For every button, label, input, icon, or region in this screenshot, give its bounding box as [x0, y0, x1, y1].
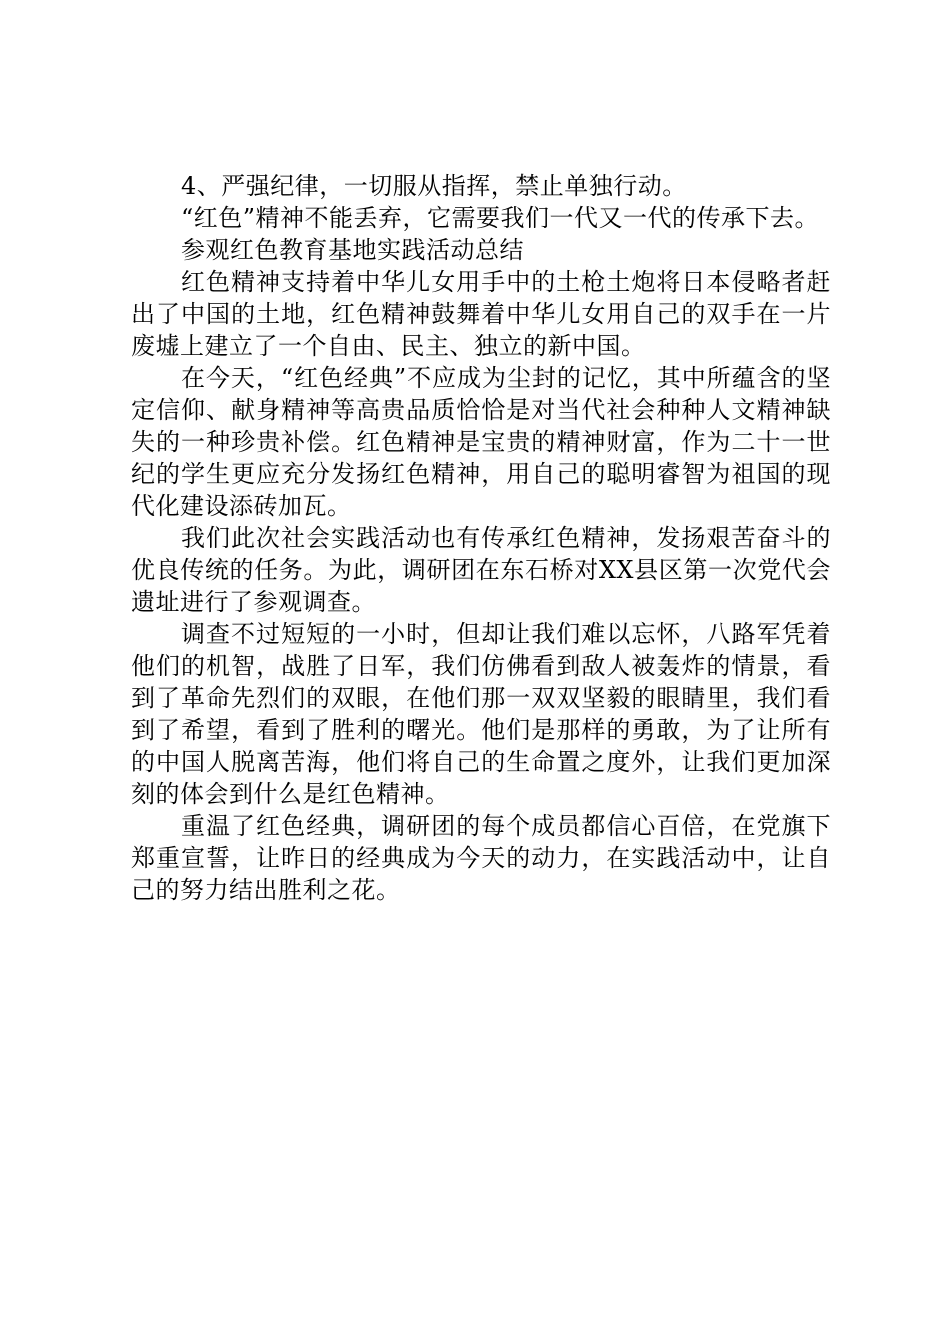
document-body [131, 170, 831, 906]
paragraph-discipline-rule: 4、严强纪律，一切服从指挥，禁止单独行动。 [181, 172, 687, 200]
paragraph-red-spirit-history: 红色精神支持着中华儿女用手中的土枪土炮将日本侵略者赶出了中国的土地，红色精神鼓舞着中华儿女用自己的双手在一片废墟上建立了一个自由、民主、独立的新中国。 [131, 268, 831, 360]
paragraph-red-spirit-inheritance: “红色”精神不能丢弃，它需要我们一代又一代的传承下去。 [181, 204, 820, 232]
paragraph-summary-heading: 参观红色教育基地实践活动总结 [181, 236, 524, 264]
paragraph-red-classics-today: 在今天，“红色经典”不应成为尘封的记忆，其中所蕴含的坚定信仰、献身精神等高贵品质恰恰是对当代社会种种人文精神缺失的一种珍贵补偿。红色精神是宝贵的精神财富，作为二十一世纪的学生更应充分发扬红色精神，用自己的聪明睿智为祖国的现代化建设添砖加瓦。 [131, 364, 831, 520]
paragraph-oath: 重温了红色经典，调研团的每个成员都信心百倍，在党旗下郑重宣誓，让昨日的经典成为今天的动力，在实践活动中，让自己的努力结出胜利之花。 [131, 812, 831, 904]
paragraph-investigation: 调查不过短短的一小时，但却让我们难以忘怀，八路军凭着他们的机智，战胜了日军，我们仿佛看到敌人被轰炸的情景，看到了革命先烈们的双眼，在他们那一双双坚毅的眼睛里，我们看到了希望，看到了胜利的曙光。他们是那样的勇敢，为了让所有的中国人脱离苦海，他们将自己的生命置之度外，让我们更加深刻的体会到什么是红色精神。 [131, 620, 831, 808]
paragraph-practice-activity: 我们此次社会实践活动也有传承红色精神，发扬艰苦奋斗的优良传统的任务。为此，调研团在东石桥对XX县区第一次党代会遗址进行了参观调查。 [131, 524, 831, 616]
